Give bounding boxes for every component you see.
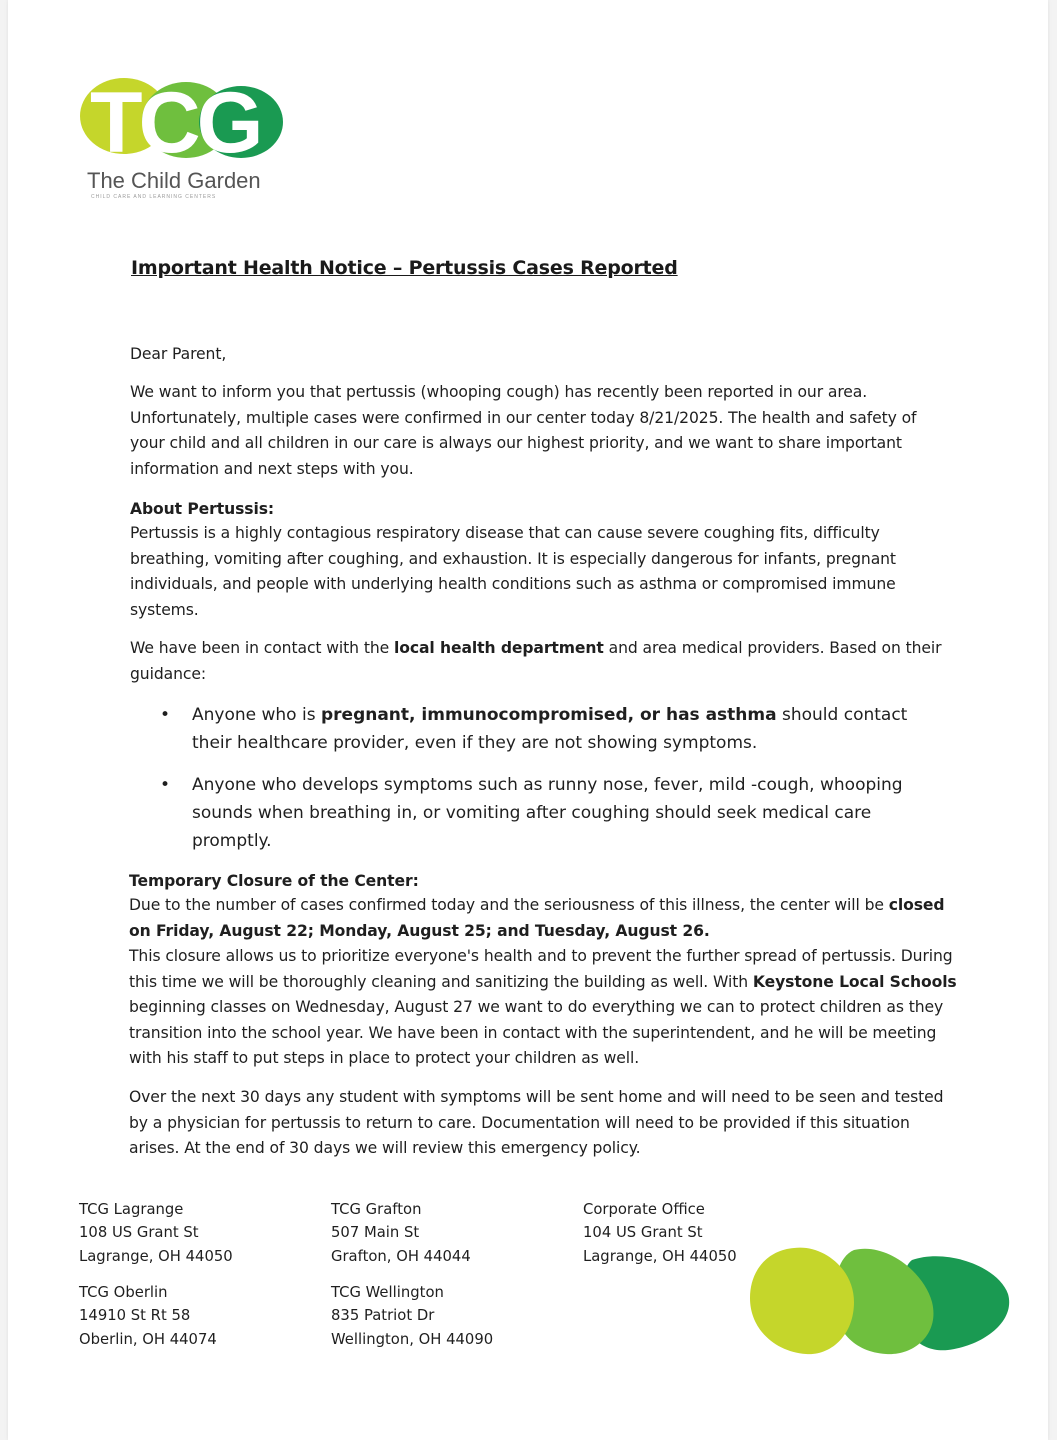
- about-paragraph: Pertussis is a highly contagious respiratory disease that can cause severe coughing fits, difficulty breathing, vomiting after coughing, and exhaustion. It is especially dangerous for infants, pregnant individuals, and people with underlying health conditions such as asthma or compromised immune systems.: [130, 524, 896, 619]
- bullet-item: [160, 701, 920, 757]
- location-street: 104 US Grant St: [583, 1224, 703, 1242]
- address-block: [583, 1198, 737, 1268]
- address-block: [79, 1281, 217, 1351]
- contact-paragraph: [130, 636, 960, 687]
- leaf-lime: [750, 1248, 854, 1355]
- location-street: 507 Main St: [331, 1224, 420, 1242]
- bullet-item: [160, 771, 920, 855]
- closure-pre: Due to the number of cases confirmed today and the seriousness of this illness, the center will be: [129, 896, 889, 914]
- logo-name: The Child Garden: [87, 168, 261, 193]
- contact-text-post: and area medical providers. Based on their guidance:: [130, 639, 942, 683]
- closure-school: Keystone Local Schools: [752, 972, 957, 991]
- closure-mid: This closure allows us to prioritize everyone's health and to prevent the further spread of pertussis. During this time we will be thoroughly cleaning and sanitizing the building as well. With: [129, 947, 953, 991]
- closure-heading: Temporary Closure of the Center:: [129, 872, 419, 890]
- policy-paragraph: Over the next 30 days any student with symptoms will be sent home and will need to be seen and tested by a physician for pertussis to return to care. Documentation will need to be provided if this situation arises. At the end of 30 days we will review this emergency policy.: [129, 1088, 944, 1157]
- location-street: 14910 St Rt 58: [79, 1307, 191, 1325]
- location-city: Lagrange, OH 44050: [583, 1247, 737, 1265]
- logo-tagline: CHILD CARE AND LEARNING CENTERS: [91, 194, 217, 200]
- intro-paragraph: We want to inform you that pertussis (whooping cough) has recently been reported in our area. Unfortunately, multiple cases were confirmed in our center today 8/21/2025. The health and safety of your child and all children in our care is always our highest priority, and we want to share important information and next steps with you.: [130, 383, 917, 478]
- location-city: Oberlin, OH 44074: [79, 1330, 217, 1348]
- bullet2-text: Anyone who develops symptoms such as runny nose, fever, mild -cough, whooping sounds when breathing in, or vomiting after coughing should seek medical care promptly.: [192, 775, 903, 851]
- location-city: Lagrange, OH 44050: [79, 1247, 233, 1265]
- about-heading: About Pertussis:: [130, 500, 275, 518]
- letter-page: [8, 0, 1048, 1440]
- location-street: 108 US Grant St: [79, 1224, 199, 1242]
- logo-letters: TCG: [90, 75, 260, 171]
- contact-text-bold: local health department: [393, 639, 604, 657]
- address-block: [79, 1198, 233, 1268]
- location-name: TCG Lagrange: [79, 1201, 184, 1218]
- closure-post: beginning classes on Wednesday, August 27 we want to do everything we can to protect children as they transition into the school year. We have been in contact with the superintendent, and he will be meeting with his staff to put steps in place to protect your children as well.: [129, 998, 944, 1067]
- address-block: [331, 1198, 471, 1268]
- salutation: Dear Parent,: [130, 345, 227, 363]
- closure-paragraph: [129, 893, 959, 1072]
- bullet-dot: •: [160, 775, 171, 795]
- bullet-dot: •: [160, 705, 171, 725]
- closure-dates: closed on Friday, August 22; Monday, August 25; and Tuesday, August 26.: [129, 896, 945, 940]
- decorative-leaves: [736, 1238, 1016, 1363]
- notice-title: Important Health Notice – Pertussis Cases Reported: [131, 257, 678, 279]
- location-name: TCG Wellington: [331, 1284, 444, 1301]
- bullet1-post: should contact their healthcare provider, even if they are not showing symptoms.: [192, 705, 908, 753]
- contact-text-pre: We have been in contact with the: [130, 639, 394, 657]
- location-city: Wellington, OH 44090: [331, 1330, 494, 1348]
- location-street: 835 Patriot Dr: [331, 1307, 435, 1325]
- bullet1-pre: Anyone who is: [192, 705, 321, 725]
- location-name: TCG Oberlin: [79, 1284, 168, 1301]
- bullet1-bold: pregnant, immunocompromised, or has asthma: [320, 705, 777, 725]
- address-block: [331, 1281, 493, 1351]
- location-name: TCG Grafton: [331, 1201, 422, 1218]
- location-city: Grafton, OH 44044: [331, 1247, 471, 1265]
- location-name: Corporate Office: [583, 1201, 705, 1218]
